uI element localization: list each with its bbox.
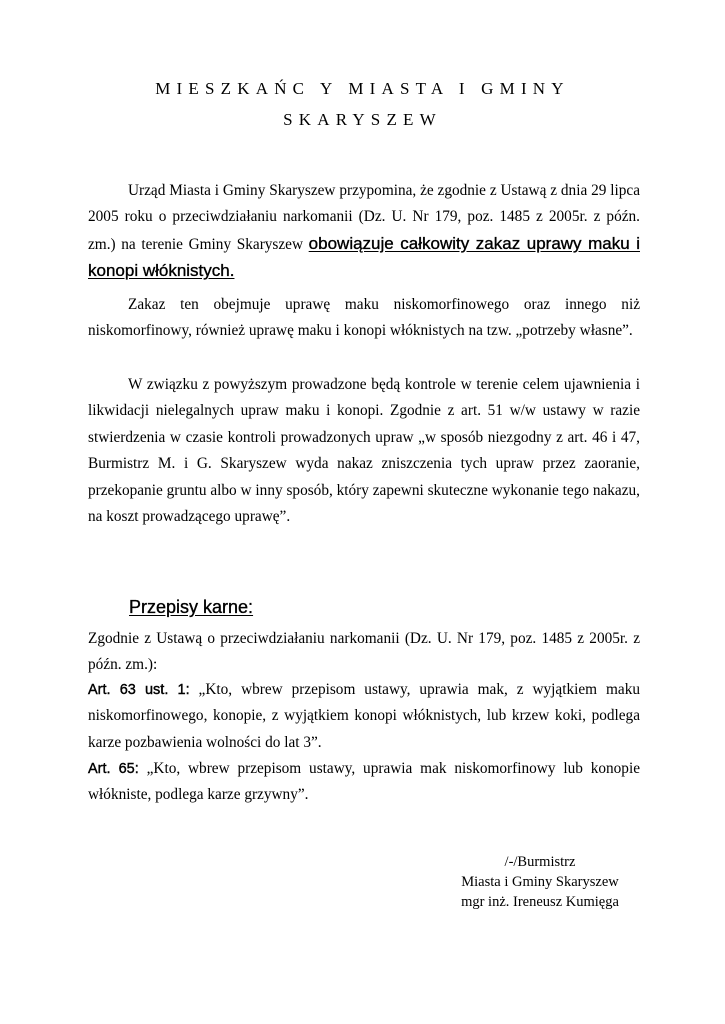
document-title-line-2: SKARYSZEW xyxy=(283,110,442,129)
signature-line-2: Miasta i Gminy Skaryszew xyxy=(461,874,619,890)
signature-line-1: /-/Burmistrz xyxy=(504,854,576,870)
intro-paragraph xyxy=(88,178,640,286)
paragraph-ban-scope: Zakaz ten obejmuje uprawę maku niskomorfinowego oraz innego niż niskomorfinowy, również uprawę maku i konopi włóknistych na tzw. „potrzeby własne”. xyxy=(88,296,640,340)
penal-provisions-heading: Przepisy karne: xyxy=(129,597,254,617)
signature-line-3: mgr inż. Ireneusz Kumięga xyxy=(461,894,619,910)
article-65-text: „Kto, wbrew przepisom ustawy, uprawia mak niskomorfinowy lub konopie włókniste, podlega karze grzywny”. xyxy=(88,760,640,804)
intro-emphasis: obowiązuje całkowity zakaz uprawy maku i konopi włóknistych. xyxy=(88,233,640,281)
article-65-label: Art. 65: xyxy=(88,761,139,777)
document-title-line-1: MIESZKAŃC Y MIASTA I GMINY xyxy=(155,79,570,98)
intro-text: Urząd Miasta i Gminy Skaryszew przypomina, że zgodnie z Ustawą z dnia 29 lipca 2005 roku o przeciwdziałaniu narkomanii (Dz. U. Nr 179, poz. 1485 z 2005r. z późn. zm.) na terenie Gminy Skaryszew xyxy=(88,182,640,253)
paragraph-inspections: W związku z powyższym prowadzone będą kontrole w terenie celem ujawnienia i likwidacji nielegalnych upraw maku i konopi. Zgodnie z art. 51 w/w ustawy w razie stwierdzenia w czasie kontroli prowadzonych upraw „w sposób niezgodny z art. 46 i 47, Burmistrz M. i G. Skaryszew wyda nakaz zniszczenia tych upraw przez zaoranie, przekopanie gruntu albo w inny sposób, który zapewni skuteczne wykonanie tego nakazu, na koszt prowadzącego uprawę”. xyxy=(88,376,640,526)
article-63-text: „Kto, wbrew przepisom ustawy, uprawia mak, z wyjątkiem maku niskomorfinowego, konopie, z wyjątkiem konopi włóknistych, lub krzew koki, podlega karze pozbawienia wolności do lat 3”. xyxy=(88,681,640,751)
signature-block xyxy=(430,852,650,912)
article-63-paragraph xyxy=(88,677,640,756)
article-65-paragraph xyxy=(88,756,640,809)
article-63-label: Art. 63 ust. 1: xyxy=(88,682,190,698)
penal-intro-paragraph: Zgodnie z Ustawą o przeciwdziałaniu narkomanii (Dz. U. Nr 179, poz. 1485 z 2005r. z późn. zm.): xyxy=(88,630,640,674)
